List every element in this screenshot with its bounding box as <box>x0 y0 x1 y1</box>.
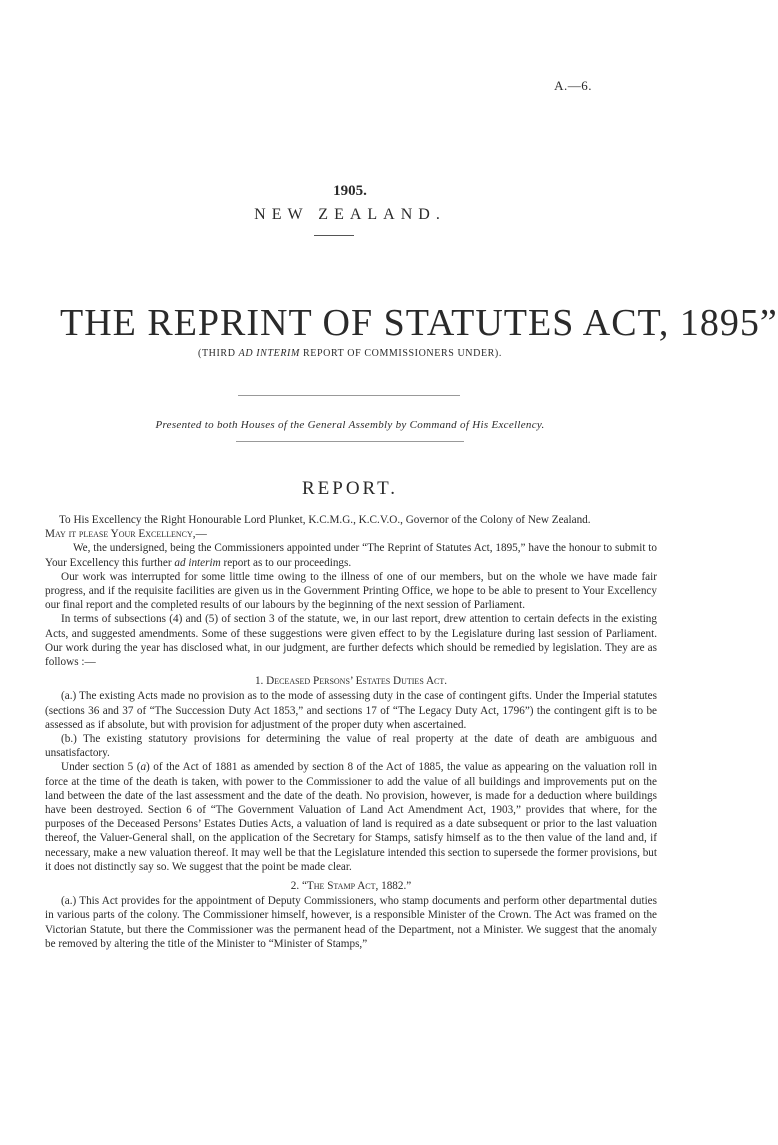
country-heading: NEW ZEALAND. <box>254 206 446 223</box>
section-1-paragraph-c <box>45 760 657 874</box>
paragraph-1 <box>45 541 657 569</box>
section-1-c-italic: a <box>140 761 147 774</box>
report-heading: REPORT. <box>301 478 399 499</box>
subtitle <box>0 348 700 359</box>
address-paragraph: To His Excellency the Right Honourable Lord Plunket, K.C.M.G., K.C.V.O., Governor of the Colony of New Zealand. <box>59 514 591 526</box>
paragraph-2: Our work was interrupted for some little time owing to the illness of one of our members, but on the whole we have made fair progress, and if the requisite facilities are given us in the Government Printing Office, we hope to be able to present to Your Excellency our final report and the completed results of our labours by the beginning of the next session of Parliament. <box>45 570 657 612</box>
section-1-item-b <box>45 732 657 760</box>
subtitle-italic: AD INTERIM <box>238 348 300 359</box>
divider-top <box>238 395 460 396</box>
section-1-item-a-label: (a.) <box>61 690 77 703</box>
document-year: 1905. <box>333 183 367 199</box>
section-2-item-a-label: (a.) <box>61 895 77 908</box>
main-title: THE REPRINT OF STATUTES ACT, 1895” <box>60 302 778 344</box>
section-1-item-b-label: (b.) <box>61 733 77 746</box>
section-1-heading: 1. Deceased Persons’ Estates Duties Act. <box>254 675 448 688</box>
salutation: May it please Your Excellency,— <box>45 528 207 541</box>
paragraph-1-pre: We, the undersigned, being the Commissioners appointed under “The Reprint of Statutes Act, 1895,” have the honour to submit to Your Excellency this further <box>45 542 657 569</box>
section-1-item-b-text: The existing statutory provisions for determining the value of real property at the date of death are ambiguous and unsatisfactory. <box>45 733 657 760</box>
section-1-item-a <box>45 689 657 732</box>
report-body <box>45 510 657 951</box>
section-1-item-a-text: The existing Acts made no provision as to the mode of assessing duty in the case of contingent gifts. Under the Imperial statutes (sections 36 and 37 of “The Succession Duty Act 1853,” and sections 17 of “The Legacy Duty Act, 1796”) the contingent gift is to be assessed as if absolute, but with provision for adjustment of the proper duty when ascertained. <box>45 690 657 731</box>
section-2-item-a <box>45 894 657 951</box>
section-1-c-post: ) of the Act of 1881 as amended by section 8 of the Act of 1885, the value as appearing on the valuation roll in force at the time of the death is taken, with power to the Commissioner to add the value of all buildings and improvements put on the land between the date of the last assessment and the date of the death. No provision, however, is made for a deduction where buildings have been destroyed. Section 6 of “The Government Valuation of Land Act Amendment Act, 1903,” provides that where, for the purposes of the Deceased Persons’ Estates Duties Acts, a valuation of land is required as a date subsequent or prior to the last valuation thereof, the Valuer-General shall, on the application of the Secretary for Stamps, satisfy himself as to the then value of the land and, if necessary, make a new valuation thereof. It may well be that the Legislature intended this section to supersede the former provisions, but it does not distinctly say so. We suggest that the point be made clear. <box>45 761 658 873</box>
paragraph-1-italic: ad interim <box>174 556 221 569</box>
paragraph-1-post: report as to our proceedings. <box>220 556 352 569</box>
presented-line: Presented to both Houses of the General Assembly by Command of His Excellency. <box>155 419 545 431</box>
divider-short <box>314 235 354 236</box>
page-reference: A.—6. <box>554 78 592 93</box>
subtitle-post: REPORT OF COMMISSIONERS UNDER). <box>299 348 502 359</box>
divider-bottom <box>236 441 464 442</box>
section-1-c-pre: Under section 5 ( <box>61 761 141 774</box>
section-2-heading: 2. “The Stamp Act, 1882.” <box>290 880 412 893</box>
section-2-item-a-text: This Act provides for the appointment of Deputy Commissioners, who stamp documents and perform other departmental duties in various parts of the colony. The Commissioner himself, however, is a responsible Minister of the Crown. The Act was framed on the Victorian Statute, but there the Commissioner was the permanent head of the Department, not a Minister. We suggest that the anomaly be removed by altering the title of the Minister to “Minister of Stamps,” <box>45 895 657 950</box>
paragraph-3: In terms of subsections (4) and (5) of section 3 of the statute, we, in our last report, drew attention to certain defects in the existing Acts, and suggested amendments. Some of these suggestions were given effect to by the Legislature during last session of Parliament. Our work during the year has disclosed what, in our judgment, are further defects which should be remedied by legislation. They are as follows :— <box>45 613 657 669</box>
subtitle-pre: (THIRD <box>198 348 239 359</box>
